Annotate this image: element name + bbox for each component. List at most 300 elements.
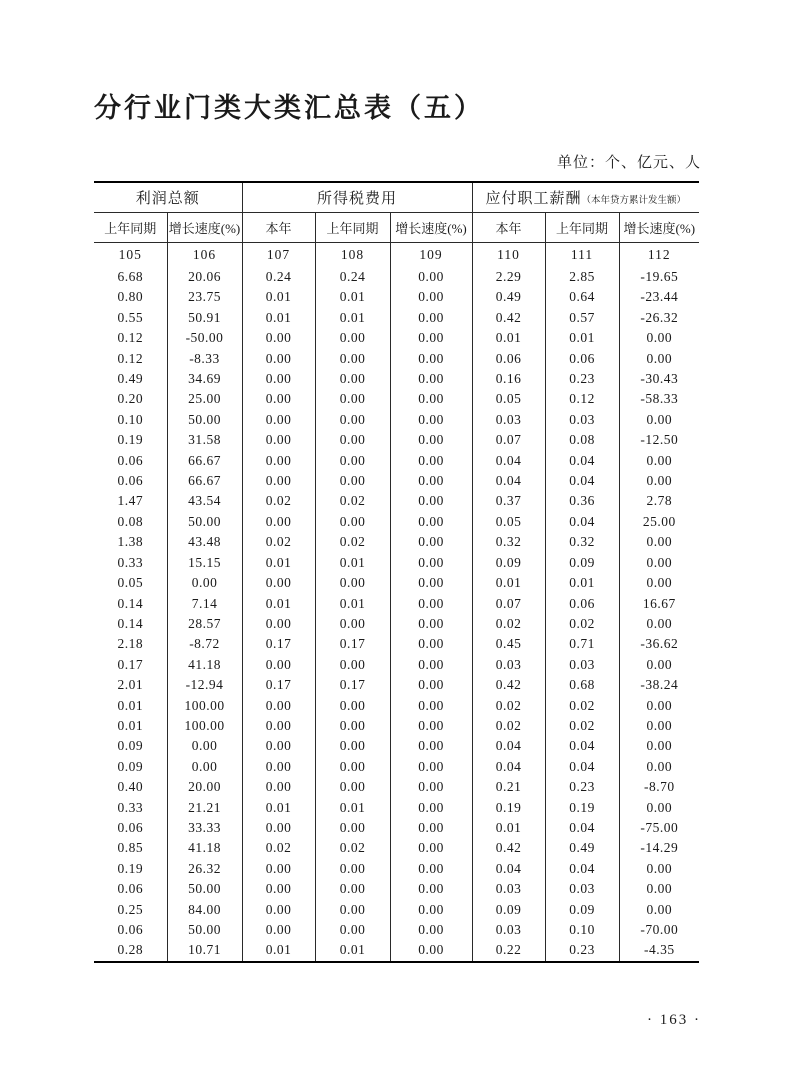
cell: 0.49 <box>545 838 619 858</box>
cell: 0.00 <box>619 553 699 573</box>
cell: 0.00 <box>242 655 315 675</box>
table-row <box>94 838 699 858</box>
cell: -58.33 <box>619 389 699 409</box>
cell: 41.18 <box>167 655 242 675</box>
cell: 0.00 <box>315 655 390 675</box>
cell: 0.32 <box>545 532 619 552</box>
cell: 0.33 <box>117 554 144 570</box>
table-row <box>94 573 699 593</box>
cell: 0.01 <box>242 594 315 614</box>
cell: 41.18 <box>167 838 242 858</box>
cell: 0.00 <box>315 696 390 716</box>
cell: 28.57 <box>167 614 242 634</box>
cell: 0.17 <box>315 634 390 654</box>
cell: 0.00 <box>167 573 242 593</box>
cell: 0.00 <box>619 349 699 369</box>
cell: -30.43 <box>619 369 699 389</box>
sub-header-row <box>94 213 699 243</box>
cell: 0.00 <box>390 287 472 307</box>
cell: 0.00 <box>619 471 699 491</box>
cell: 0.01 <box>472 573 545 593</box>
cell: 0.00 <box>390 328 472 348</box>
cell: 0.01 <box>472 818 545 838</box>
cell: 0.00 <box>390 573 472 593</box>
cell: 0.00 <box>619 736 699 756</box>
cell: 0.00 <box>315 410 390 430</box>
cell: 0.04 <box>545 736 619 756</box>
cell: 0.01 <box>242 308 315 328</box>
cell: 0.08 <box>545 430 619 450</box>
cell: 0.55 <box>117 309 144 325</box>
cell: 31.58 <box>167 430 242 450</box>
cell: 0.00 <box>242 879 315 899</box>
table-row <box>94 532 699 552</box>
cell: 0.00 <box>390 798 472 818</box>
cell: 0.00 <box>390 308 472 328</box>
cell: 0.00 <box>390 349 472 369</box>
cell: 108 <box>315 243 390 268</box>
cell: 0.00 <box>390 655 472 675</box>
cell: 0.03 <box>545 410 619 430</box>
cell: 0.00 <box>390 614 472 634</box>
cell: 0.00 <box>315 900 390 920</box>
cell: 0.02 <box>545 696 619 716</box>
cell: 0.09 <box>545 553 619 573</box>
cell: 0.02 <box>315 491 390 511</box>
cell: 0.00 <box>242 900 315 920</box>
cell: 109 <box>390 243 472 268</box>
cell: 1.38 <box>117 534 144 550</box>
table-row <box>94 859 699 879</box>
cell: 0.02 <box>545 614 619 634</box>
cell: 0.08 <box>117 513 144 529</box>
cell: 0.07 <box>472 594 545 614</box>
cell: 0.00 <box>315 328 390 348</box>
cell: 0.19 <box>117 860 144 876</box>
cell: 0.17 <box>117 656 144 672</box>
cell: 0.00 <box>315 349 390 369</box>
cell: 0.00 <box>242 736 315 756</box>
cell: 0.71 <box>545 634 619 654</box>
table-row <box>94 879 699 899</box>
cell: -70.00 <box>619 920 699 940</box>
cell: 0.00 <box>315 389 390 409</box>
sub-header: 增长速度(%) <box>619 213 699 243</box>
cell: 0.25 <box>117 901 144 917</box>
cell: 0.04 <box>545 818 619 838</box>
cell: 0.00 <box>390 900 472 920</box>
cell: 0.00 <box>242 696 315 716</box>
cell: 0.12 <box>545 389 619 409</box>
sub-header: 上年同期 <box>315 213 390 243</box>
cell: 33.33 <box>167 818 242 838</box>
cell: 0.00 <box>619 451 699 471</box>
table-row <box>94 594 699 614</box>
cell: 0.00 <box>390 389 472 409</box>
cell: -12.94 <box>167 675 242 695</box>
cell: 10.71 <box>167 940 242 961</box>
cell: 0.02 <box>472 614 545 634</box>
cell: 25.00 <box>619 512 699 532</box>
cell: 0.00 <box>619 655 699 675</box>
cell: 0.00 <box>390 553 472 573</box>
cell: 0.06 <box>117 819 144 835</box>
cell: 0.85 <box>117 840 144 856</box>
cell: -4.35 <box>619 940 699 961</box>
table-row <box>94 655 699 675</box>
cell: 0.00 <box>242 471 315 491</box>
cell: 0.04 <box>545 451 619 471</box>
cell: 0.19 <box>117 432 144 448</box>
table-row <box>94 287 699 307</box>
cell: 0.01 <box>472 328 545 348</box>
cell: 100.00 <box>167 716 242 736</box>
cell: 0.00 <box>315 614 390 634</box>
cell: 21.21 <box>167 798 242 818</box>
cell: 0.03 <box>472 655 545 675</box>
cell: 0.00 <box>242 920 315 940</box>
cell: 0.23 <box>545 369 619 389</box>
summary-table <box>94 181 699 963</box>
sub-header: 上年同期 <box>545 213 619 243</box>
sub-header: 本年 <box>472 213 545 243</box>
cell: 0.01 <box>242 553 315 573</box>
table-row <box>94 491 699 511</box>
cell: -36.62 <box>619 634 699 654</box>
sub-header: 增长速度(%) <box>390 213 472 243</box>
table-row <box>94 716 699 736</box>
cell: 0.10 <box>545 920 619 940</box>
cell: 0.32 <box>472 532 545 552</box>
table-row <box>94 471 699 491</box>
cell: 0.00 <box>390 267 472 287</box>
cell: 0.00 <box>619 859 699 879</box>
cell: 0.06 <box>545 594 619 614</box>
cell: 0.57 <box>545 308 619 328</box>
cell: 0.03 <box>472 410 545 430</box>
cell: 0.00 <box>619 798 699 818</box>
cell: 0.00 <box>390 430 472 450</box>
cell: 0.09 <box>545 900 619 920</box>
table-row <box>94 328 699 348</box>
cell: 2.18 <box>117 636 144 652</box>
cell: 110 <box>472 243 545 268</box>
cell: 50.00 <box>167 512 242 532</box>
cell: 0.04 <box>545 859 619 879</box>
table-row <box>94 389 699 409</box>
cell: 0.00 <box>390 859 472 879</box>
cell: 0.00 <box>315 777 390 797</box>
cell: 0.00 <box>315 430 390 450</box>
cell: 0.00 <box>619 900 699 920</box>
cell: 84.00 <box>167 900 242 920</box>
cell: 0.40 <box>117 779 144 795</box>
cell: -26.32 <box>619 308 699 328</box>
column-number-row <box>94 243 699 268</box>
cell: 25.00 <box>167 389 242 409</box>
cell: 20.00 <box>167 777 242 797</box>
cell: 0.02 <box>242 491 315 511</box>
cell: 0.05 <box>117 575 144 591</box>
cell: 0.17 <box>242 634 315 654</box>
cell: 107 <box>242 243 315 268</box>
cell: 0.00 <box>390 675 472 695</box>
cell: 0.00 <box>619 716 699 736</box>
cell: 0.00 <box>315 573 390 593</box>
cell: 0.02 <box>472 716 545 736</box>
cell: 0.00 <box>242 716 315 736</box>
cell: 0.03 <box>472 920 545 940</box>
table-row <box>94 308 699 328</box>
table-row <box>94 369 699 389</box>
cell: 0.00 <box>390 716 472 736</box>
cell: 50.00 <box>167 410 242 430</box>
group-header-payroll-note: （本年贷方累计发生额） <box>581 196 687 206</box>
cell: 0.00 <box>390 369 472 389</box>
table-row <box>94 818 699 838</box>
cell: 20.06 <box>167 267 242 287</box>
cell: 0.22 <box>472 940 545 961</box>
cell: 0.00 <box>242 349 315 369</box>
cell: -19.65 <box>619 267 699 287</box>
cell: 0.23 <box>545 777 619 797</box>
table-row <box>94 430 699 450</box>
group-header-profit-total: 利润总额 <box>94 182 242 213</box>
cell: 0.00 <box>619 573 699 593</box>
cell: 0.00 <box>390 696 472 716</box>
cell: 0.14 <box>117 595 144 611</box>
cell: 0.42 <box>472 308 545 328</box>
cell: 43.54 <box>167 491 242 511</box>
cell: 1.47 <box>117 493 144 509</box>
cell: 0.00 <box>315 512 390 532</box>
cell: 50.00 <box>167 920 242 940</box>
cell: 0.00 <box>315 879 390 899</box>
cell: 0.01 <box>545 573 619 593</box>
cell: 2.01 <box>117 677 144 693</box>
cell: 0.00 <box>242 757 315 777</box>
cell: 0.00 <box>619 757 699 777</box>
cell: 0.01 <box>242 940 315 961</box>
table-container <box>94 181 699 963</box>
cell: 0.42 <box>472 675 545 695</box>
cell: 0.04 <box>545 757 619 777</box>
cell: 0.00 <box>315 451 390 471</box>
cell: 2.85 <box>545 267 619 287</box>
cell: 0.04 <box>472 471 545 491</box>
cell: 23.75 <box>167 287 242 307</box>
cell: 0.23 <box>545 940 619 961</box>
cell: 0.33 <box>117 799 144 815</box>
cell: 0.17 <box>315 675 390 695</box>
cell: 0.00 <box>315 716 390 736</box>
cell: 2.29 <box>472 267 545 287</box>
cell: 7.14 <box>167 594 242 614</box>
table-row <box>94 777 699 797</box>
cell: 0.00 <box>242 410 315 430</box>
cell: 0.20 <box>117 391 144 407</box>
cell: 0.02 <box>472 696 545 716</box>
cell: 0.03 <box>545 655 619 675</box>
cell: 0.00 <box>390 736 472 756</box>
cell: -50.00 <box>167 328 242 348</box>
cell: 0.01 <box>242 287 315 307</box>
group-header-payroll-label: 应付职工薪酬 <box>485 191 582 207</box>
cell: 0.17 <box>242 675 315 695</box>
cell: 0.00 <box>242 512 315 532</box>
cell: 0.12 <box>117 330 144 346</box>
cell: 0.68 <box>545 675 619 695</box>
table-row <box>94 614 699 634</box>
cell: 0.05 <box>472 512 545 532</box>
cell: 0.04 <box>472 451 545 471</box>
cell: 0.19 <box>472 798 545 818</box>
table-row <box>94 920 699 940</box>
cell: 0.00 <box>390 410 472 430</box>
cell: 0.42 <box>472 838 545 858</box>
cell: 0.00 <box>167 736 242 756</box>
sub-header: 增长速度(%) <box>167 213 242 243</box>
table-row <box>94 634 699 654</box>
cell: 100.00 <box>167 696 242 716</box>
cell: 106 <box>167 243 242 268</box>
cell: 0.01 <box>242 798 315 818</box>
cell: 105 <box>118 247 142 262</box>
cell: 0.02 <box>545 716 619 736</box>
page-title: 分行业门类大类汇总表（五） <box>94 93 484 123</box>
cell: 0.02 <box>242 838 315 858</box>
cell: 0.49 <box>472 287 545 307</box>
cell: 6.68 <box>117 269 144 284</box>
cell: 0.01 <box>315 594 390 614</box>
cell: 0.01 <box>117 697 144 713</box>
cell: 0.06 <box>472 349 545 369</box>
cell: 0.00 <box>315 818 390 838</box>
cell: 0.00 <box>619 410 699 430</box>
page-number: · 163 · <box>647 1012 701 1028</box>
cell: 0.21 <box>472 777 545 797</box>
cell: 16.67 <box>619 594 699 614</box>
cell: 0.45 <box>472 634 545 654</box>
table-body <box>94 243 699 962</box>
cell: 0.00 <box>167 757 242 777</box>
cell: 0.24 <box>242 267 315 287</box>
cell: 0.19 <box>545 798 619 818</box>
cell: 0.00 <box>390 777 472 797</box>
cell: 0.00 <box>390 471 472 491</box>
cell: 0.02 <box>315 532 390 552</box>
cell: 0.10 <box>117 411 144 427</box>
cell: 0.09 <box>117 738 144 754</box>
cell: 0.24 <box>315 267 390 287</box>
cell: -8.72 <box>167 634 242 654</box>
cell: 66.67 <box>167 471 242 491</box>
cell: 43.48 <box>167 532 242 552</box>
cell: 0.00 <box>619 696 699 716</box>
cell: 0.01 <box>117 717 144 733</box>
cell: 0.00 <box>390 920 472 940</box>
cell: 0.04 <box>472 859 545 879</box>
cell: 50.91 <box>167 308 242 328</box>
cell: 0.01 <box>315 798 390 818</box>
cell: 0.04 <box>545 471 619 491</box>
cell: 0.80 <box>117 289 144 305</box>
cell: 0.00 <box>390 532 472 552</box>
cell: -12.50 <box>619 430 699 450</box>
cell: 0.01 <box>545 328 619 348</box>
cell: -23.44 <box>619 287 699 307</box>
cell: 0.00 <box>242 389 315 409</box>
cell: 0.09 <box>117 758 144 774</box>
cell: 0.00 <box>315 471 390 491</box>
cell: 0.00 <box>390 594 472 614</box>
cell: 15.15 <box>167 553 242 573</box>
table-row <box>94 410 699 430</box>
cell: 0.01 <box>315 287 390 307</box>
table-row <box>94 900 699 920</box>
cell: 0.00 <box>390 451 472 471</box>
cell: 0.00 <box>619 879 699 899</box>
cell: 0.14 <box>117 615 144 631</box>
cell: 0.09 <box>472 900 545 920</box>
cell: -38.24 <box>619 675 699 695</box>
cell: 0.01 <box>315 940 390 961</box>
cell: 0.03 <box>472 879 545 899</box>
cell: 0.02 <box>315 838 390 858</box>
cell: 0.28 <box>117 942 144 958</box>
sub-header: 本年 <box>242 213 315 243</box>
cell: 26.32 <box>167 859 242 879</box>
table-row <box>94 553 699 573</box>
cell: 0.02 <box>242 532 315 552</box>
table-row <box>94 349 699 369</box>
cell: 112 <box>619 243 699 268</box>
cell: 0.00 <box>390 634 472 654</box>
group-header-payroll <box>472 182 699 213</box>
table-row <box>94 512 699 532</box>
cell: -14.29 <box>619 838 699 858</box>
cell: 0.00 <box>242 573 315 593</box>
cell: 0.00 <box>390 757 472 777</box>
cell: 111 <box>545 243 619 268</box>
cell: 0.00 <box>390 512 472 532</box>
cell: 0.00 <box>315 757 390 777</box>
cell: 0.07 <box>472 430 545 450</box>
cell: 0.64 <box>545 287 619 307</box>
table-row <box>94 757 699 777</box>
table-row <box>94 940 699 961</box>
cell: 0.01 <box>315 553 390 573</box>
cell: 0.06 <box>117 922 144 937</box>
cell: 50.00 <box>167 879 242 899</box>
cell: 0.09 <box>472 553 545 573</box>
cell: 0.00 <box>390 491 472 511</box>
cell: 0.00 <box>242 451 315 471</box>
table-row <box>94 451 699 471</box>
cell: 2.78 <box>619 491 699 511</box>
cell: 0.00 <box>242 859 315 879</box>
cell: 0.04 <box>472 757 545 777</box>
cell: 0.00 <box>619 614 699 634</box>
cell: 0.37 <box>472 491 545 511</box>
cell: 0.00 <box>390 879 472 899</box>
cell: 0.49 <box>117 371 144 387</box>
cell: 0.05 <box>472 389 545 409</box>
table-row <box>94 736 699 756</box>
cell: 0.00 <box>315 859 390 879</box>
cell: 0.00 <box>315 736 390 756</box>
cell: 0.00 <box>242 369 315 389</box>
